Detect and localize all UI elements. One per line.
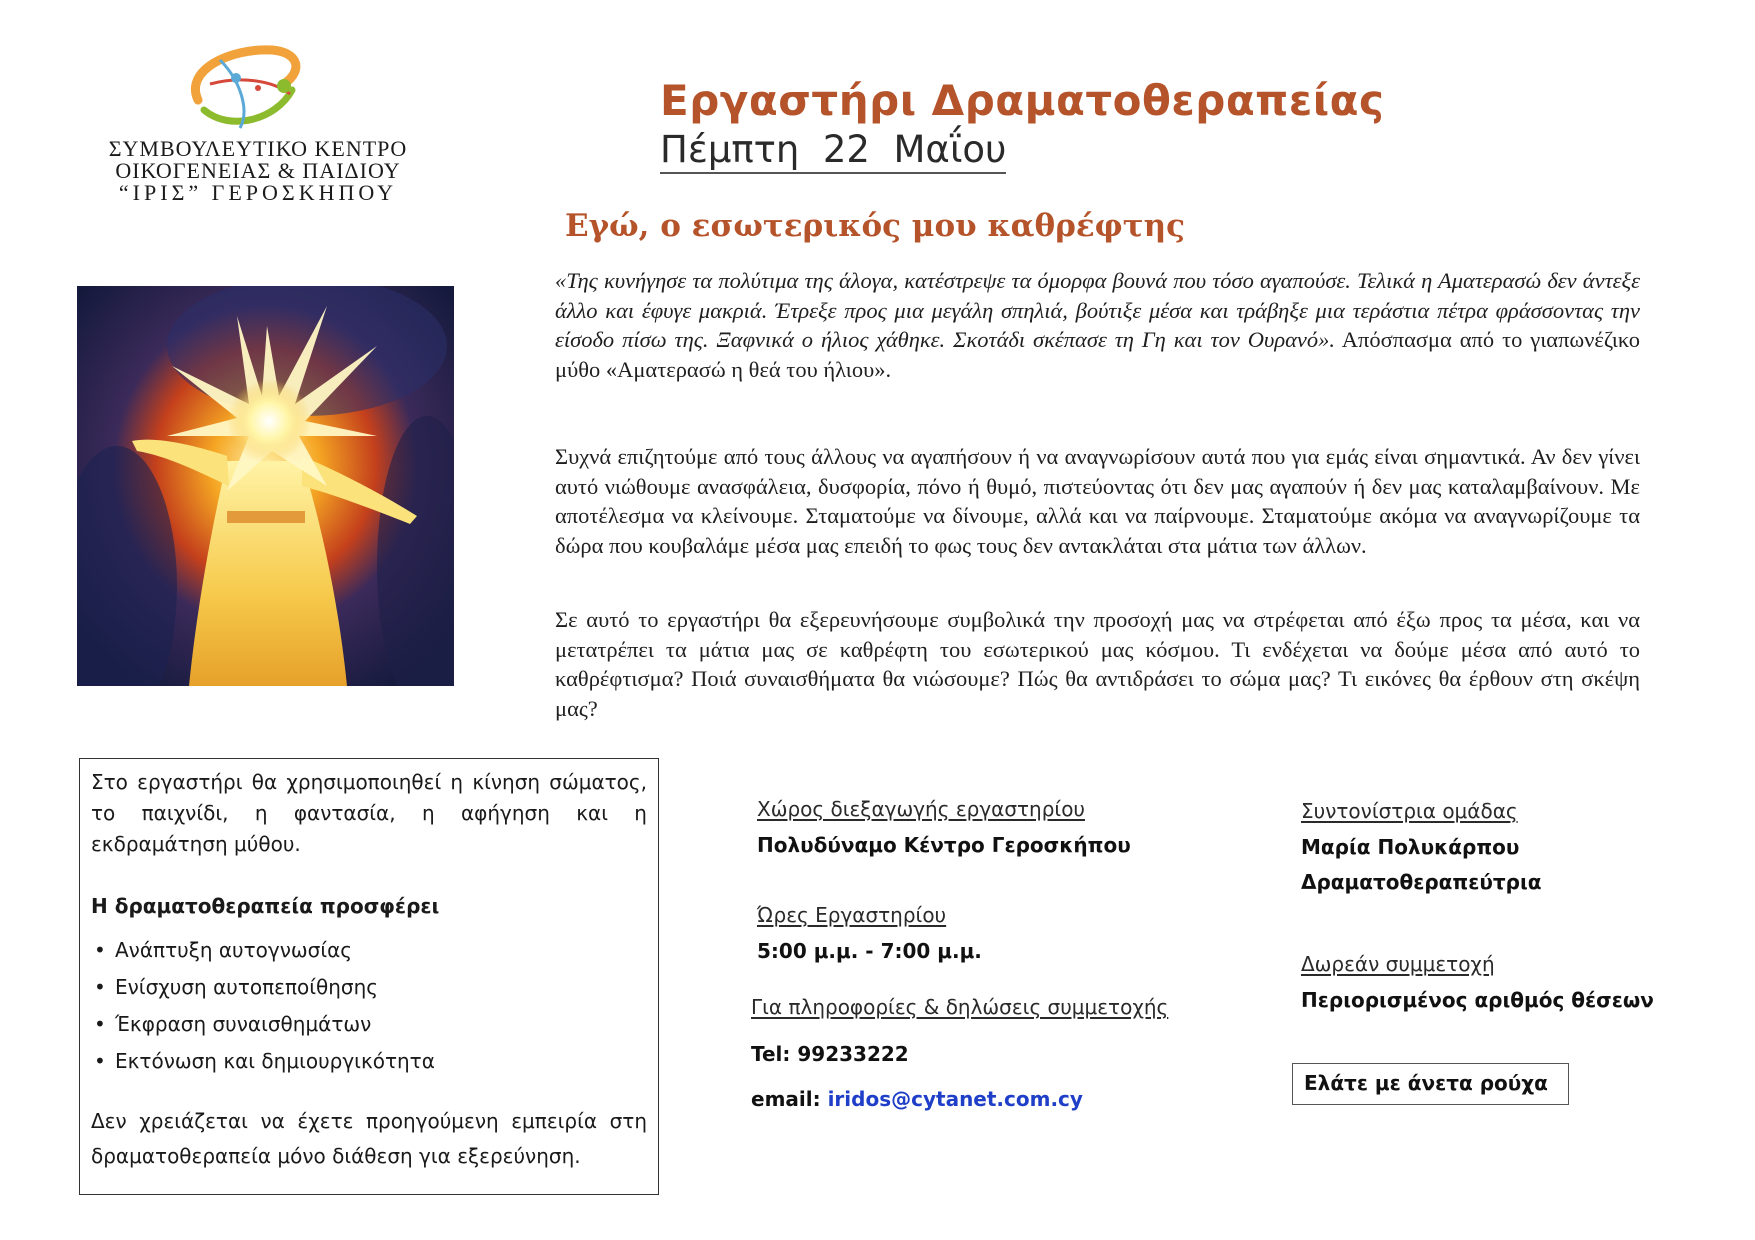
logo-text-line-2: ΟΙΚΟΓΕΝΕΙΑΣ & ΠΑΙΔΙΟΥ [115, 158, 401, 183]
workshop-subtitle: Εγώ, ο εσωτερικός μου καθρέφτης [565, 208, 1185, 244]
myth-quote: «Της κυνήγησε τα πολύτιμα της άλογα, κατέστρεψε τα όμορφα βουνά που τόσο αγαπούσε. Τελικά η Αματερασώ δεν άντεξε άλλο και έφυγε μακριά. Έτρεξε προς μια μεγάλη σπηλιά, βούτιξε μέσα και τράβηξε μια τεράστια πέτρα φράσσοντας την είσοδο πίσω της. Ξαφνικά ο ήλιος χάθηκε. Σκοτάδι σκέπασε τη Γη και τον Ουρανό». [555, 268, 1640, 352]
intro-paragraph: Συχνά επιζητούμε από τους άλλους να αγαπήσουν ή να αναγνωρίσουν αυτά που για εμάς είναι σημαντικά. Αν δεν γίνει αυτό νιώθουμε ανασφάλεια, δυσφορία, πόνο ή θυμό, πιστεύοντας ότι δεν μας αγαπούν ή δεν μας καταλαμβαίνουν. Με αποτέλεσμα να κλείνουμε. Σταματούμε να δίνουμε, αλλά και να παίρνουμε. Σταματούμε ακόμα να αναγνωρίζουμε τα δώρα που κουβαλάμε μέσα μας επειδή το φως τους δεν αντακλάται στα μάτια των άλλων. [555, 444, 1640, 558]
coordinator-label: Συντονίστρια ομάδας [1301, 799, 1518, 823]
benefits-list [91, 932, 647, 1080]
email-prefix: email: [751, 1087, 828, 1111]
limited-seats-note: Περιορισμένος αριθμός θέσεων [1301, 988, 1654, 1012]
hours-value: 5:00 μ.μ. - 7:00 μ.μ. [757, 939, 982, 963]
logo-text-line-1: ΣΥΜΒΟΥΛΕΥΤΙΚΟ ΚΕΝΤΡΟ [108, 136, 408, 161]
event-date: Πέμπτη 22 Μαΐου [660, 128, 1006, 174]
benefits-heading: Η δραματοθεραπεία προσφέρει [91, 894, 440, 918]
coordinator-title: Δραματοθεραπεύτρια [1301, 870, 1542, 894]
dress-code-note: Ελάτε με άνετα ρούχα [1292, 1063, 1569, 1105]
page-title: Εργαστήρι Δραματοθεραπείας [660, 76, 1385, 125]
glowing-figure-painting [77, 286, 454, 686]
phone-number: Tel: 99233222 [751, 1042, 909, 1066]
list-item: • Ενίσχυση αυτοπεποίθησης [91, 969, 647, 1006]
center-logo [88, 40, 428, 210]
free-participation-label: Δωρεάν συμμετοχή [1301, 952, 1495, 976]
email-line [751, 1087, 1083, 1111]
bullet-icon: • [94, 938, 106, 962]
workshop-description-paragraph: Σε αυτό το εργαστήρι θα εξερευνήσουμε συμβολικά την προσοχή μας να στρέφεται από έξω προς τα μέσα, και να μετατρέπει τα μάτια μας σε καθρέφτη του εσωτερικού μας κόσμου. Τι ενδέχεται να δούμε μέσα από αυτό το καθρέφτισμα? Ποιά συναισθήματα θα νιώσουμε? Πώς θα αντιδράσει το σώμα μας? Τι εικόνες θα έρθουν στη σκέψη μας? [555, 607, 1640, 721]
box-intro-text: Στο εργαστήρι θα χρησιμοποιηθεί η κίνηση σώματος, το παιχνίδι, η φαντασία, η αφήγηση και η εκδραμάτηση μύθου. [91, 770, 647, 856]
email-link[interactable]: iridos@cytanet.com.cy [827, 1087, 1083, 1111]
list-item: • Έκφραση συναισθημάτων [91, 1006, 647, 1043]
hours-label: Ώρες Εργαστηρίου [757, 903, 947, 927]
workshop-info-box [79, 758, 659, 1195]
bullet-icon: • [94, 1012, 106, 1036]
box-outro-text: Δεν χρειάζεται να έχετε προηγούμενη εμπειρία στη δραματοθεραπεία μόνο διάθεση για εξερεύνηση. [91, 1109, 647, 1168]
bullet-icon: • [94, 975, 106, 999]
venue-value: Πολυδύναμο Κέντρο Γεροσκήπου [757, 833, 1131, 857]
list-item: • Εκτόνωση και δημιουργικότητα [91, 1043, 647, 1080]
myth-source: Απόσπασμα από το γιαπωνέζικο μύθο «Αματερασώ η θεά του ήλιου». [555, 327, 1640, 382]
list-item: • Ανάπτυξη αυτογνωσίας [91, 932, 647, 969]
coordinator-name: Μαρία Πολυκάρπου [1301, 835, 1520, 859]
iris-logo-icon [180, 40, 310, 135]
contact-label: Για πληροφορίες & δηλώσεις συμμετοχής [751, 995, 1169, 1019]
myth-excerpt-paragraph [555, 266, 1640, 384]
venue-label: Χώρος διεξαγωγής εργαστηρίου [757, 797, 1086, 821]
logo-text-line-3: “ΙΡΙΣ” ΓΕΡΟΣΚΗΠΟΥ [118, 180, 398, 205]
bullet-icon: • [94, 1049, 106, 1073]
